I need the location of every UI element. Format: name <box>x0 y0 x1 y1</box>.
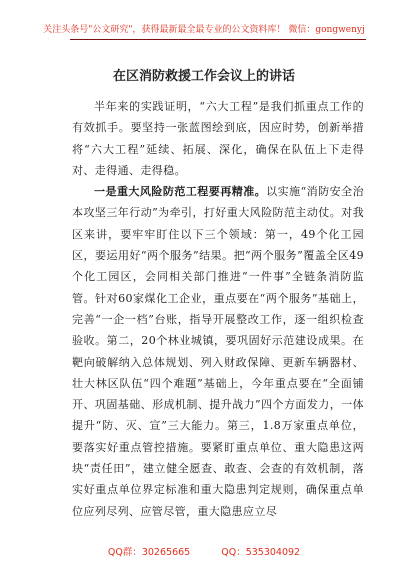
paragraph-lead-heading: 一是重大风险防范工程要再精准。 <box>94 185 267 199</box>
footer-qq-group: QQ群：30265665 <box>107 547 191 558</box>
paragraph-risk-prevention <box>72 181 364 522</box>
header-banner: 关注头条号"公文研究"，获得最新最全最专业的公文资料库！ 微信：gongwenyj <box>43 25 365 35</box>
footer-contact <box>0 544 408 558</box>
document-title: 在区消防救援工作会议上的讲话 <box>112 69 295 84</box>
document-body <box>72 96 364 522</box>
paragraph-text: 半年来的实践证明，“六大工程”是我们抓重点工作的有效抓手。要坚持一张蓝图绘到底，因应时势，创新举措将“六大工程”延续、拓展、深化，确保在队伍上下走得对、走得通、走得稳。 <box>72 100 364 177</box>
header-divider <box>70 39 366 40</box>
footer-qq: QQ：535304092 <box>221 547 301 558</box>
paragraph-intro <box>72 96 364 181</box>
paragraph-text: 以实施“消防安全治本攻坚三年行动”为牵引，打好重大风险防范主动仗。对我区来讲，要牢牢盯住以下三个领域：第一，49个化工园区，要运用好“两个服务”结果。把“两个服务”覆盖全区49个化工园区，会同相关部门推进“一件事”全链条消防监管。针对60家煤化工企业，重点要在“两个服务”基础上，完善“一企一档”台账，指导开展整改工作，逐一组织检查验收。第二，20个林业城镇，要巩固好示范建设成果。在靶向破解纳入总体规划、列入财政保障、更新车辆器材、壮大林区队伍“四个难题”基础上，今年重点要在“全面铺开、巩固基础、形成机制、提升战力”四个方面发力，一体提升“防、灭、宣”三大能力。第三，1.8万家重点单位，要落实好重点管控措施。要紧盯重点单位、重大隐患这两块“责任田”，建立健全愿查、敢查、会查的有效机制，落实好重点单位界定标准和重大隐患判定规则，确保重点单位应列尽列、应管尽管，重大隐患应立尽 <box>72 185 364 518</box>
